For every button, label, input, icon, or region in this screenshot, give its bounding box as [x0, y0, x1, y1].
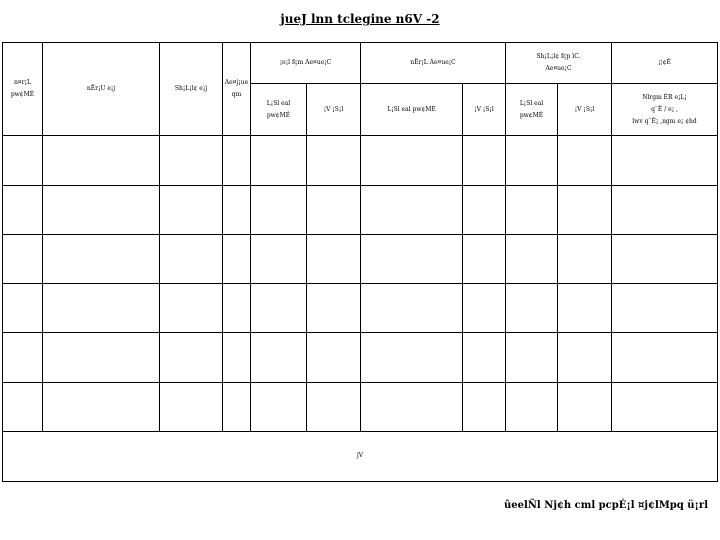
table-cell[interactable]: [3, 333, 43, 382]
table-cell[interactable]: [251, 234, 307, 283]
signature-line: ûeelÑl Nj¢h cml pcpÉ¡l ¤j¢lMpq ü¡rl: [504, 500, 708, 511]
table-row: [3, 234, 718, 283]
table-cell[interactable]: [361, 234, 463, 283]
table-cell[interactable]: [3, 284, 43, 333]
header-group-1: ¡e¡l fçm Ae¤ue¡C: [251, 43, 361, 84]
table-cell[interactable]: [307, 234, 361, 283]
header-g1-total: ¡V ¡S¡l: [307, 84, 361, 136]
table-cell[interactable]: [307, 333, 361, 382]
table-cell[interactable]: [612, 234, 718, 283]
table-row: [3, 333, 718, 382]
table-cell[interactable]: [251, 136, 307, 185]
table-cell[interactable]: [251, 382, 307, 431]
table-cell[interactable]: [506, 185, 558, 234]
table-cell[interactable]: [506, 382, 558, 431]
table-cell[interactable]: [506, 234, 558, 283]
header-serial-no: n¤r¡L pw¢MÉ: [3, 43, 43, 136]
header-g3-total: ¡V ¡S¡l: [558, 84, 612, 136]
header-g2-count: L¡Sl eal pw¢MÉ: [361, 84, 463, 136]
table-cell[interactable]: [223, 136, 251, 185]
table-cell[interactable]: [506, 284, 558, 333]
table-cell[interactable]: [223, 185, 251, 234]
table-cell[interactable]: [307, 382, 361, 431]
table-cell[interactable]: [43, 234, 160, 283]
table-cell[interactable]: [558, 382, 612, 431]
table-cell[interactable]: [251, 185, 307, 234]
table-cell[interactable]: [612, 185, 718, 234]
table-body: [3, 136, 718, 431]
table-cell[interactable]: [612, 136, 718, 185]
table-cell[interactable]: [160, 185, 223, 234]
header-quantity: Sh¡L¡l¢ e¡j: [160, 43, 223, 136]
header-unit: Ae¤j¡ue qm: [223, 43, 251, 136]
header-g2-total: ¡V ¡S¡l: [463, 84, 506, 136]
table-cell[interactable]: [558, 234, 612, 283]
table-cell[interactable]: [361, 185, 463, 234]
table-cell[interactable]: [463, 234, 506, 283]
table-cell[interactable]: [43, 284, 160, 333]
table-cell[interactable]: [558, 333, 612, 382]
header-description: nËr¡U e¡j: [43, 43, 160, 136]
table-cell[interactable]: [463, 382, 506, 431]
table-cell[interactable]: [160, 234, 223, 283]
table-cell[interactable]: [160, 284, 223, 333]
page-title: jueJ lnn tclegine n6V -2: [280, 12, 440, 26]
table-cell[interactable]: [3, 136, 43, 185]
table-cell[interactable]: [612, 333, 718, 382]
table-cell[interactable]: [43, 382, 160, 431]
table-cell[interactable]: [506, 136, 558, 185]
header-remarks-detail: Nlrgm ÉR e¡L¡ q¨Ê / e¡ , lwv q¨Ê¡ ,ngm e¡ ¢hd: [612, 84, 718, 136]
header-g3-count: L¡Sl eal pw¢MÉ: [506, 84, 558, 136]
table-cell[interactable]: [43, 185, 160, 234]
table-cell[interactable]: [223, 284, 251, 333]
header-remarks: ¡¦¢Ê: [612, 43, 718, 84]
table-cell[interactable]: [3, 185, 43, 234]
table-cell[interactable]: [251, 333, 307, 382]
table-row: [3, 185, 718, 234]
header-g1-count: L¡Sl eal pw¢MÉ: [251, 84, 307, 136]
table-cell[interactable]: [160, 136, 223, 185]
table-cell[interactable]: [361, 284, 463, 333]
table-cell[interactable]: [160, 333, 223, 382]
table-cell[interactable]: [251, 284, 307, 333]
table-cell[interactable]: [3, 234, 43, 283]
table-cell[interactable]: [361, 333, 463, 382]
table-cell[interactable]: [463, 136, 506, 185]
table-cell[interactable]: [3, 382, 43, 431]
table-cell[interactable]: [612, 382, 718, 431]
table-cell[interactable]: [463, 333, 506, 382]
table-row: [3, 284, 718, 333]
register-table: [2, 42, 718, 482]
table-cell[interactable]: [506, 333, 558, 382]
table-cell[interactable]: [361, 136, 463, 185]
table-cell[interactable]: [223, 234, 251, 283]
table-cell[interactable]: [307, 185, 361, 234]
table-cell[interactable]: [43, 136, 160, 185]
table-row: [3, 136, 718, 185]
table-row: [3, 382, 718, 431]
table-cell[interactable]: [463, 284, 506, 333]
table-cell[interactable]: [463, 185, 506, 234]
table-cell[interactable]: [558, 136, 612, 185]
table-cell[interactable]: [361, 382, 463, 431]
table-cell[interactable]: [558, 284, 612, 333]
table-cell[interactable]: [160, 382, 223, 431]
table-cell[interactable]: [307, 284, 361, 333]
table-cell[interactable]: [307, 136, 361, 185]
table-cell[interactable]: [223, 382, 251, 431]
total-label: jV: [356, 452, 364, 460]
header-group-3: Sh¡L¡l¢ fçp ïC. Ae¤ue¡C: [506, 43, 612, 84]
header-group-2: nËr¡L Ae¤ue¡C: [361, 43, 506, 84]
table-cell[interactable]: [223, 333, 251, 382]
total-row: [3, 431, 718, 481]
table-cell[interactable]: [43, 333, 160, 382]
table-cell[interactable]: [558, 185, 612, 234]
table-cell[interactable]: [612, 284, 718, 333]
